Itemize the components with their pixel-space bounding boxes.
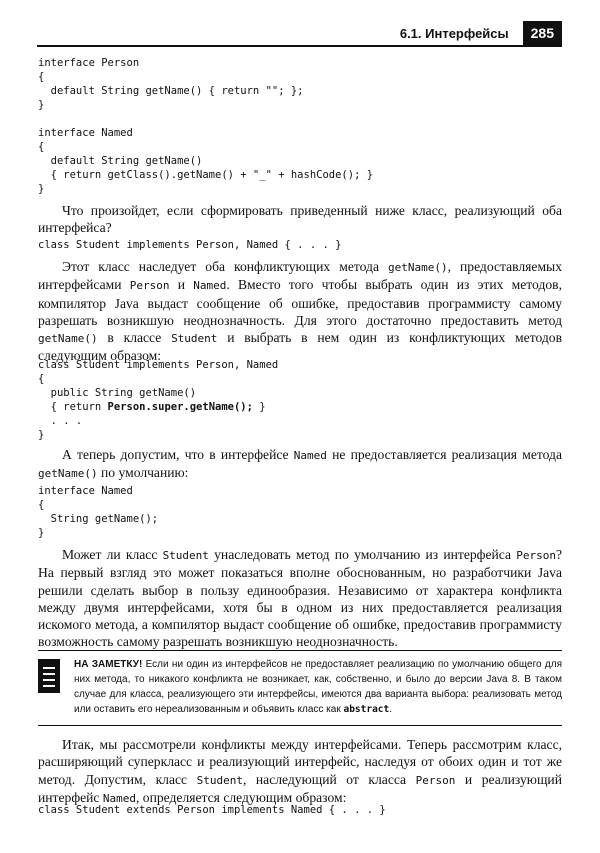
note-icon: [38, 659, 60, 693]
code-listing-resolution: class Student implements Person, Named { public String getName() { return Person.super.getName(); } . . . }: [38, 359, 279, 441]
page-number: 285: [523, 21, 562, 45]
header-rule: [37, 45, 562, 47]
code-listing-student-class: class Student implements Person, Named { . . . }: [38, 239, 342, 251]
paragraph-inheritance-question: Может ли класс Student унаследовать метод по умолчанию из интерфейса Person? На первый взгляд это может показаться вполне обоснованным, но разработчики Java решили сделать выбор в пользу единообразия. Независимо от характера конфликта между двумя интерфейсами, хотя бы в одном из них предоставляется реализация искомого метода, а компилятор выдаст сообщение об ошибке, предоставив программисту возможность самому разрешать возникшую неоднозначность.: [38, 547, 562, 650]
paragraph-superclass-conflict: Итак, мы рассмотрели конфликты между интерфейсами. Теперь рассмотрим класс, расширяющий суперкласс и реализующий интерфейс, наследуя от обоих один и тот же метод. Допустим, класс Student, наследующий от класса Person и реализующий интерфейс Named, определяется следующим образом:: [38, 737, 562, 805]
paragraph-conflict: Этот класс наследует оба конфликтующих метода getName(), предоставляемых интерфейсами Person и Named. Вместо того чтобы выбрать один из этих методов, компилятор Java выдаст сообщение об ошибке, предоставив программисту самому разрешать возникшую неоднозначность. Для этого достаточно предоставить метод getName() в классе Student и выбрать в нем один из конфликтующих методов следующим образом:: [38, 259, 562, 364]
paragraph-named-no-default: А теперь допустим, что в интерфейсе Named не предоставляется реализация метода getName() по умолчанию:: [38, 447, 563, 481]
note-box: [38, 650, 562, 726]
code-listing-named-abstract: interface Named { String getName(); }: [38, 485, 159, 539]
note-label: НА ЗАМЕТКУ!: [74, 659, 143, 670]
code-listing-interfaces: interface Person { default String getName() { return ""; }; } interface Named { default String getName() { return getClass().getName() + "_" + hashCode(); } }: [38, 57, 374, 195]
running-header: [400, 20, 562, 46]
code-listing-student-extends: class Student extends Person implements Named { . . . }: [38, 804, 386, 816]
note-text: НА ЗАМЕТКУ! Если ни один из интерфейсов не предоставляет реализацию по умолчанию общего для них метода, то никакого конфликта не возникает, как, собственно, и было до версии Java 8. В таком случае для класса, реализующего эти интерфейсы, имеются два варианта выбора: реализовать метод или оставить его нереализованным и объявить класс как abstract.: [74, 659, 562, 715]
paragraph-question: Что произойдет, если сформировать приведенный ниже класс, реализующий оба интерфейса?: [38, 203, 562, 236]
section-title: 6.1. Интерфейсы: [399, 25, 509, 41]
